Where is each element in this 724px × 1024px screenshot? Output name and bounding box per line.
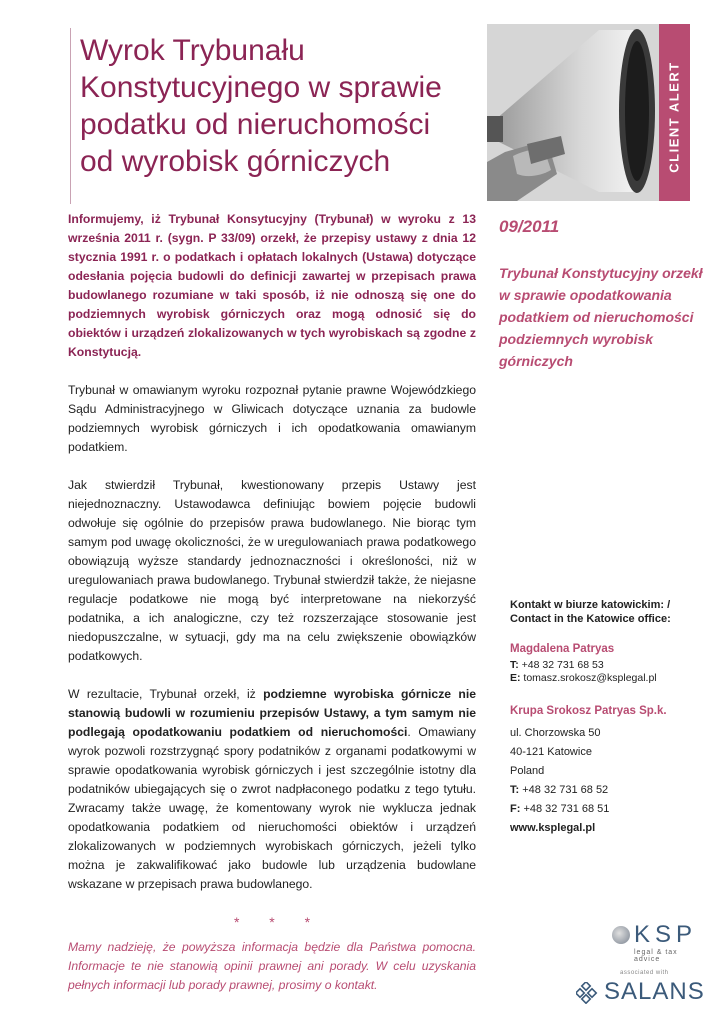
contact-email — [510, 672, 710, 685]
page-title: Wyrok Trybunału Konstytucyjnego w sprawie podatku od nieruchomości od wyrobisk górniczych — [80, 34, 442, 178]
ksp-sphere-icon — [612, 926, 630, 944]
salans-diamond-icon — [576, 982, 598, 1004]
firm-country: Poland — [510, 765, 545, 777]
article-body — [68, 210, 476, 1014]
closing-note: Mamy nadzieję, że powyższa informacja będzie dla Państwa pomocna. Informacje te nie stanowią opinii prawnej ani porady. W celu uzyskania pełnych informacji lub porady prawnej, prosimy o kontakt. — [68, 940, 476, 992]
firm-city: 40-121 Katowice — [510, 746, 592, 758]
firm-name: Krupa Srokosz Patryas Sp.k. — [510, 705, 667, 717]
firm-fax-value: +48 32 731 68 51 — [523, 803, 610, 815]
contact-phone-value: +48 32 731 68 53 — [521, 659, 604, 671]
firm-fax-label: F: — [510, 803, 521, 815]
contact-phone — [510, 659, 710, 672]
associated-with-label: associated with — [620, 970, 669, 976]
contact-email-label: E: — [510, 672, 521, 684]
contact-block — [510, 598, 710, 838]
contact-name: Magdalena Patryas — [510, 643, 615, 655]
paragraph-3 — [68, 685, 476, 894]
paragraph-2: Jak stwierdził Trybunał, kwestionowany przepis Ustawy jest niejednoznaczny. Ustawodawca definiując bowiem pojęcie budowli odwołuje się ogólnie do przepisów prawa budowlanego. Nie biorąc tym samym pod uwagę okoliczności, że w uregulowaniach prawa podatkowego obowiązują wyższe standardy jednoznaczności i określoności, niż w uregulowaniach prawa budowlanego. Trybunał stwierdził także, że niejasne regulacje podatkowe nie mogą być interpretowane na niekorzyść podatnika, a ich analogiczne, czy też rozszerzające stosowanie jest niedopuszczalne, w sytuacji, gdy ma na celu zwiększenie obowiązków podatkowych. — [68, 478, 476, 663]
megaphone-photo — [487, 24, 659, 201]
ksp-tagline: legal & tax advice — [634, 949, 678, 963]
lead-paragraph: Informujemy, iż Trybunał Konsytucyjny (Trybunał) w wyroku z 13 września 2011 r. (sygn. P 33/09) orzekł, że przepisy ustawy z dnia 12 stycznia 1991 r. o podatkach i opłatach lokalnych (Ustawa) dotyczące odesłania pojęcia budowli do definicji zawartej w przepisach prawa budowlanego rozumiane w taki sposób, iż nie odnoszą się one do podziemnych wyrobisk górniczych oraz mogą odnosić się do obiektów i urządzeń zlokalizowanych w tych wyrobiskach są zgodne z Konstytucją. — [68, 212, 476, 359]
paragraph-3-emphasis: podziemne wyrobiska górnicze nie stanowią budowli w rozumieniu przepisów Ustawy, a tym samym nie podlegają opodatkowaniu podatkiem od nieruchomości — [68, 687, 476, 739]
ksp-wordmark: KSP — [634, 921, 698, 948]
client-alert-label: CLIENT ALERT — [666, 61, 682, 173]
paragraph-3-end: . Omawiany wyrok pozwoli rozstrzygnąć spory podatników z organami podatkowymi w sprawie opodatkowania wyrobisk górniczych i jest szczególnie istotny dla podatników ubiegających się o zwrot nadpłaconego podatku z tego tytułu. Zwracamy także uwagę, że komentowany wyrok nie wyklucza jednak opodatkowania podatkiem od nieruchomości obiektów i urządzeń zlokalizowanych w podziemnych wyrobiskach górniczych, jeżeli tylko można je zakwalifikować jako budowle lub urządzenia budowlane wskazane w przepisach prawa budowlanego. — [68, 725, 476, 891]
section-divider-stars: * * * — [233, 914, 311, 930]
salans-wordmark: SALANS — [604, 978, 705, 1005]
salans-logo — [576, 978, 705, 1008]
paragraph-3-start: W rezultacie, Trybunał orzekł, iż — [68, 687, 264, 701]
firm-phone-label: T: — [510, 784, 520, 796]
title-accent-line — [70, 28, 71, 204]
contact-email-link[interactable]: tomasz.srokosz@ksplegal.pl — [523, 672, 657, 684]
paragraph-1: Trybunał w omawianym wyroku rozpoznał pytanie prawne Wojewódzkiego Sądu Administracyjnego w Gliwicach dotyczące uznania za budowle podziemnych wyrobisk górniczych i ich opodatkowania omawianym podatkiem. — [68, 383, 476, 454]
contact-heading-pl: Kontakt w biurze katowickim: / — [510, 599, 671, 611]
megaphone-icon — [487, 24, 659, 201]
contact-phone-label: T: — [510, 659, 519, 671]
issue-number: 09/2011 — [499, 217, 560, 236]
ksp-logo — [612, 922, 702, 962]
contact-heading-en: Contact in the Katowice office: — [510, 613, 671, 625]
firm-phone — [510, 781, 710, 800]
firm-fax — [510, 800, 710, 819]
firm-website-link[interactable]: www.ksplegal.pl — [510, 822, 596, 834]
sidebar-headline: Trybunał Konstytucyjny orzekł w sprawie opodatkowania podatkiem od nieruchomości podziemnych wyrobisk górniczych — [499, 265, 703, 369]
firm-street: ul. Chorzowska 50 — [510, 727, 601, 739]
firm-phone-value: +48 32 731 68 52 — [522, 784, 609, 796]
